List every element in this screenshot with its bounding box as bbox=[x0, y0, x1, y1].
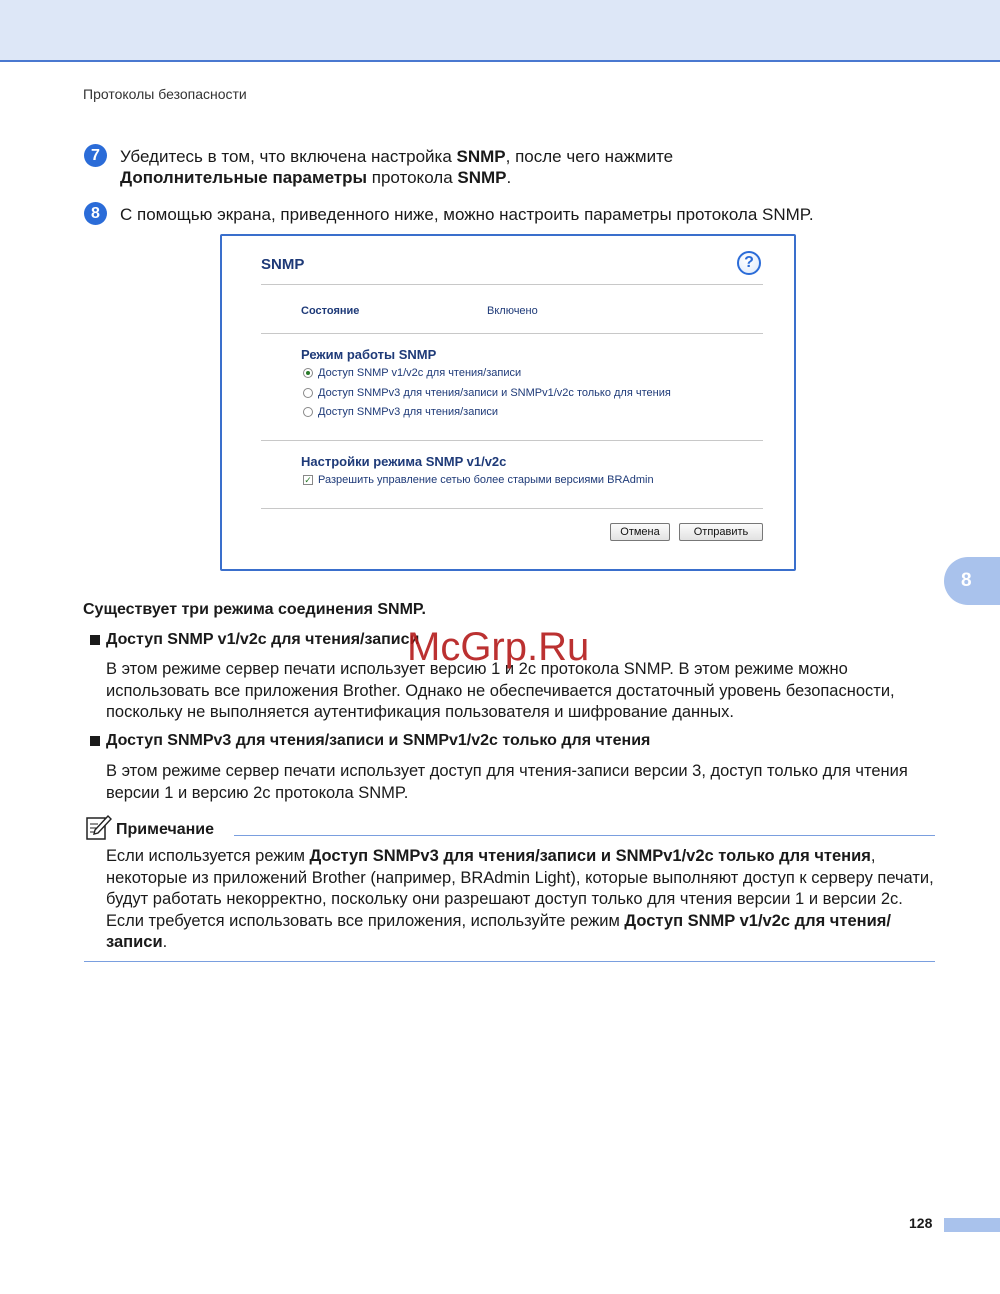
note-label: Примечание bbox=[116, 821, 215, 838]
mode2-title: Доступ SNMPv3 для чтения/записи и SNMPv1/v2c только для чтения bbox=[90, 732, 650, 750]
watermark: McGrp.Ru bbox=[407, 625, 590, 669]
step-8 bbox=[84, 204, 814, 225]
mode1-text: В этом режиме сервер печати использует версию 1 и 2с протокола SNMP. В этом режиме можно использовать все приложения Brother. Однако не обеспечивается достаточный уровень безопасности, поскольку не выполняется аутентификация пользователя и шифрование данных. bbox=[106, 660, 895, 721]
snmp-settings-panel bbox=[220, 234, 796, 571]
settings-section-title: Настройки режима SNMP v1/v2c bbox=[301, 454, 507, 469]
checkbox-label: Разрешить управление сетью более старыми версиями BRAdmin bbox=[318, 474, 654, 486]
step-7-text: Убедитесь в том, что включена настройка SNMP, после чего нажмите Дополнительные параметры протокола SNMP. bbox=[120, 147, 674, 187]
status-label: Состояние bbox=[301, 305, 360, 317]
section-header: Протоколы безопасности bbox=[83, 86, 247, 102]
divider bbox=[261, 440, 763, 441]
note-rule bbox=[234, 835, 935, 836]
radio-snmp-v1v2c[interactable] bbox=[303, 367, 521, 379]
chapter-tab: 8 bbox=[944, 557, 1000, 605]
status-value: Включено bbox=[487, 305, 538, 317]
submit-button[interactable]: Отправить bbox=[679, 523, 763, 541]
radio-snmpv3-rw-v1v2c-ro[interactable] bbox=[303, 387, 671, 399]
step-7 bbox=[84, 146, 673, 188]
step-8-text: С помощью экрана, приведенного ниже, можно настроить параметры протокола SNMP. bbox=[120, 205, 814, 224]
modes-heading: Существует три режима соединения SNMP. bbox=[83, 601, 426, 618]
page-number: 128 bbox=[909, 1215, 933, 1231]
radio-button[interactable] bbox=[303, 388, 313, 398]
divider bbox=[261, 284, 763, 285]
help-icon[interactable]: ? bbox=[737, 251, 761, 275]
panel-title: SNMP bbox=[261, 256, 305, 273]
divider bbox=[261, 508, 763, 509]
bullet-square-icon bbox=[90, 736, 100, 746]
bullet-square-icon bbox=[90, 635, 100, 645]
radio-snmpv3-rw[interactable] bbox=[303, 406, 498, 418]
note-pencil-icon bbox=[84, 815, 112, 841]
note-bottom-rule bbox=[84, 961, 935, 962]
radio-label: Доступ SNMPv3 для чтения/записи bbox=[318, 406, 499, 418]
checkbox[interactable]: ✓ bbox=[304, 475, 312, 485]
mode1-title: Доступ SNMP v1/v2c для чтения/записи bbox=[90, 631, 419, 649]
step-number-badge: 7 bbox=[84, 144, 107, 167]
mode-section-title: Режим работы SNMP bbox=[301, 347, 437, 362]
radio-button[interactable] bbox=[303, 368, 313, 378]
page-number-bar bbox=[944, 1218, 1000, 1232]
radio-label: Доступ SNMPv3 для чтения/записи и SNMPv1/v2c только для чтения bbox=[318, 387, 671, 399]
top-band bbox=[0, 0, 1000, 62]
note-text: Если используется режим Доступ SNMPv3 для чтения/записи и SNMPv1/v2c только для чтения, некоторые из приложений Brother (например, BRAdmin Light), которые выполняют доступ к серверу печати, будут работать некорректно, поскольку они разрешают доступ только для чтения версии 1 и версии 2с. Если требуется использовать все приложения, используйте режим Доступ SNMP v1/v2c для чтения/записи. bbox=[106, 847, 934, 951]
radio-label: Доступ SNMP v1/v2c для чтения/записи bbox=[318, 367, 522, 379]
cancel-button[interactable]: Отмена bbox=[610, 523, 670, 541]
mode2-text: В этом режиме сервер печати использует доступ для чтения-записи версии 3, доступ только для чтения версии 1 и версию 2с протокола SNMP. bbox=[106, 762, 908, 802]
bradmin-checkbox-row[interactable] bbox=[303, 474, 654, 486]
note-header bbox=[84, 815, 935, 841]
step-number-badge: 8 bbox=[84, 202, 107, 225]
divider bbox=[261, 333, 763, 334]
radio-button[interactable] bbox=[303, 407, 313, 417]
